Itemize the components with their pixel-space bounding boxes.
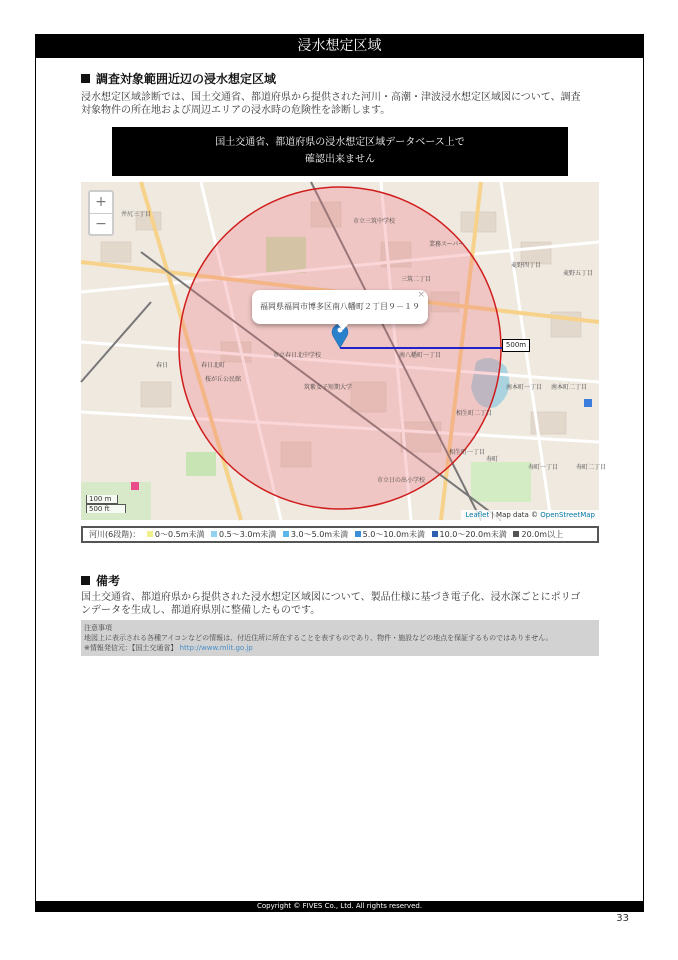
- caution-source: ※情報発信元：【国土交通省】 http://www.mlit.go.jp: [84, 644, 253, 652]
- legend-swatch: [283, 531, 289, 537]
- zoom-out-button[interactable]: −: [90, 213, 112, 235]
- map-label: 麦野五丁目: [563, 270, 594, 277]
- map-label: 筑紫女子短期大学: [304, 384, 353, 391]
- page-number: 33: [616, 913, 629, 924]
- legend-swatch: [513, 531, 519, 537]
- map-label: 寿町: [486, 456, 499, 463]
- caution-box: [81, 620, 599, 656]
- legend-swatch: [147, 531, 153, 537]
- map-label: 麦野四丁目: [511, 262, 542, 269]
- map-attribution: Leaflet | Map data © OpenStreetMap: [461, 510, 599, 520]
- map-label: 南八幡町一丁目: [399, 352, 442, 359]
- section-heading-remarks: 備考: [81, 572, 120, 589]
- map-label: 三筑二丁目: [401, 276, 432, 283]
- zoom-in-button[interactable]: +: [95, 194, 107, 210]
- map-label: 南本町二丁目: [551, 384, 588, 391]
- map-label: 市立春日北中学校: [273, 352, 322, 359]
- square-bullet-icon: [81, 74, 90, 83]
- map-label: 業務スーパー: [429, 241, 465, 248]
- mlit-link[interactable]: http://www.mlit.go.jp: [179, 644, 253, 652]
- legend-swatch: [211, 531, 217, 537]
- osm-link[interactable]: OpenStreetMap: [540, 511, 595, 519]
- popup-address: 福岡県福岡市博多区南八幡町２丁目９－１９: [260, 302, 420, 311]
- map-label: 桜が丘公民館: [205, 376, 242, 383]
- scale-bar: 100 m 500 ft: [86, 495, 126, 513]
- square-bullet-icon: [81, 576, 90, 585]
- popup-close-icon[interactable]: ×: [417, 290, 425, 300]
- map-label: 寿町一丁目: [528, 464, 559, 471]
- legend-swatch: [432, 531, 438, 537]
- legend-swatch: [355, 531, 361, 537]
- map-label: 春日: [156, 362, 169, 369]
- section-description: 浸水想定区域診断では、国土交通省、都道府県から提供された河川・高潮・津波浸水想定区域図について、調査 対象物件の所在地および周辺エリアの浸水時の危険性を診断します。: [81, 92, 581, 116]
- flood-legend: 河川(6段階)： 0〜0.5m未満 0.5〜3.0m未満 3.0〜5.0m未満 5.0〜10.0m未満 10.0〜20.0m未満 20.0m以上: [81, 526, 599, 543]
- zoom-control: [88, 190, 114, 236]
- map-view[interactable]: [81, 182, 607, 520]
- map-label: 相生町一丁目: [449, 449, 486, 456]
- address-popup: [252, 290, 428, 324]
- page-title: 浸水想定区域: [35, 34, 644, 58]
- caution-title: 注意事項: [84, 624, 112, 632]
- section-heading-flood-area: 調査対象範囲近辺の浸水想定区域: [81, 70, 276, 87]
- map-label: 南本町一丁目: [506, 384, 543, 391]
- map-label: 井尻三丁目: [121, 211, 152, 218]
- copyright-footer: Copyright © FIVES Co., Ltd. All rights reserved.: [35, 901, 644, 912]
- map-label: 相生町二丁目: [456, 410, 493, 417]
- popup-tip: [336, 322, 350, 330]
- no-data-notice: 国土交通省、都道府県の浸水想定区域データベース上で 確認出来ません: [112, 127, 568, 176]
- remarks-description: 国土交通省、都道府県から提供された浸水想定区域図について、製品仕様に基づき電子化、浸水深ごとにポリゴ ンデータを生成し、都道府県別に整備したものです。: [81, 592, 581, 616]
- caution-body: 地図上に表示される各種アイコンなどの情報は、付近住所に所在することを表すものであり、物件・施設などの地点を保証するものではありません。: [84, 634, 553, 642]
- map-label: 市立三筑中学校: [353, 218, 396, 225]
- leaflet-link[interactable]: Leaflet: [465, 511, 490, 519]
- map-label: 寿町二丁目: [576, 464, 607, 471]
- map-label: 春日北町: [201, 362, 226, 369]
- radius-label: 500m: [502, 339, 530, 352]
- map-label: 市立日の出小学校: [377, 477, 426, 484]
